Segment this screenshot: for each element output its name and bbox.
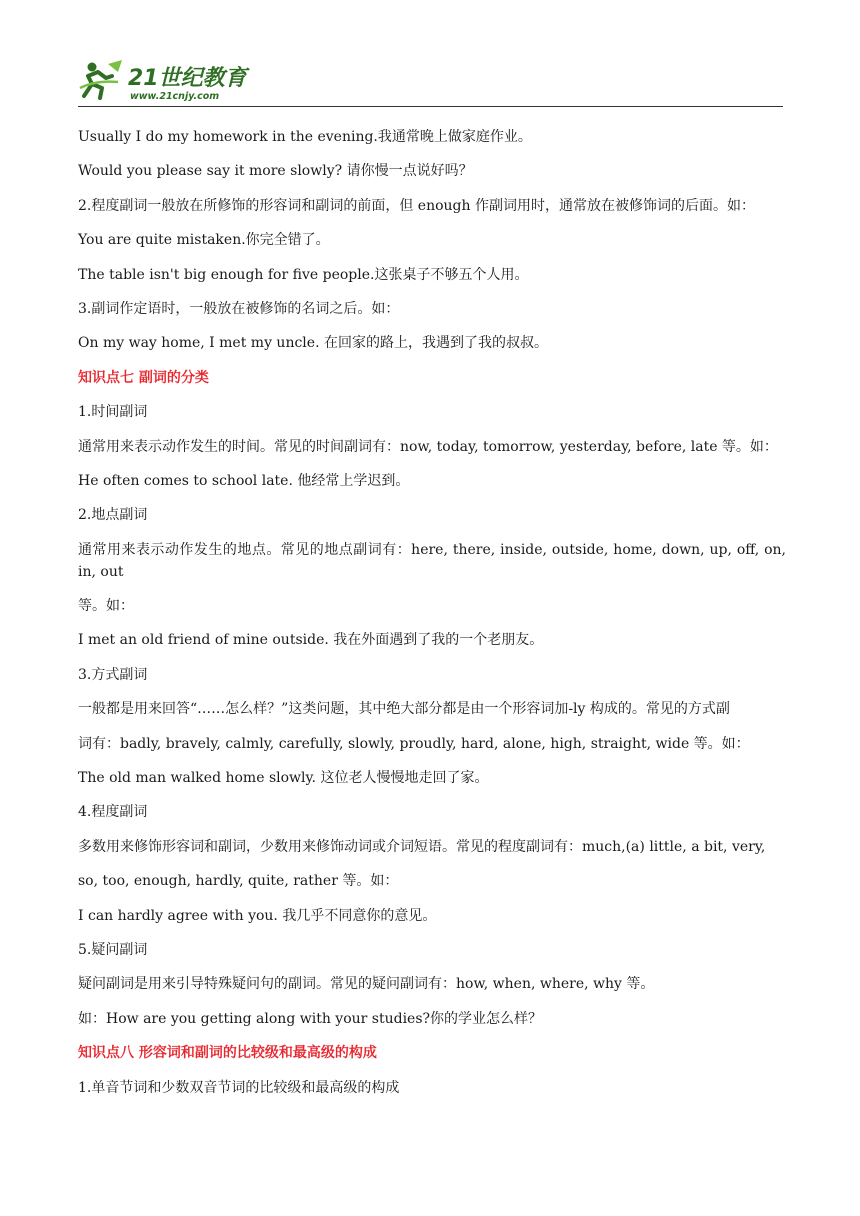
rule-paragraph (78, 698, 786, 754)
subheading: 2.地点副词 (78, 507, 148, 524)
page-header (78, 56, 783, 107)
rule-text: 通常用来表示动作发生的时间。常见的时间副词有：now, today, tomorrow, yesterday, before, late 等。如： (78, 438, 778, 455)
rule-text: 3.副词作定语时，一般放在被修饰的名词之后。如： (78, 300, 400, 317)
example-sentence: I met an old friend of mine outside. 我在外面遇到了我的一个老朋友。 (78, 632, 544, 649)
subheading: 3.方式副词 (78, 666, 148, 683)
rule-text: 词有：badly, bravely, calmly, carefully, slowly, proudly, hard, alone, high, straight, wide 等。如： (78, 735, 750, 752)
example-sentence: Usually I do my homework in the evening.我通常晚上做家庭作业。 (78, 129, 532, 145)
logo-url: www.21cnjy.com (130, 91, 220, 102)
rule-text: 多数用来修饰形容词和副词，少数用来修饰动词或介词短语。常见的程度副词有：much,(a) little, a bit, very, (78, 838, 766, 855)
example-sentence: I can hardly agree with you. 我几乎不同意你的意见。 (78, 907, 437, 924)
rule-text: 疑问副词是用来引导特殊疑问句的副词。常见的疑问副词有：how, when, where, why 等。 (78, 976, 655, 993)
subheading: 4.程度副词 (78, 804, 148, 821)
example-sentence: Would you please say it more slowly? 请你慢一点说好吗？ (78, 163, 473, 180)
example-sentence: 如：How are you getting along with your studies?你的学业怎么样？ (78, 1010, 543, 1027)
rule-text: 等。如： (78, 598, 134, 615)
section-heading: 知识点八 形容词和副词的比较级和最高级的构成 (78, 1045, 377, 1062)
logo-21cnjy (78, 58, 253, 102)
rule-text: so, too, enough, hardly, quite, rather 等。如： (78, 873, 399, 890)
logo-title: 21世纪教育 (128, 66, 247, 91)
rule-paragraph (78, 836, 786, 892)
rule-text: 通常用来表示动作发生的地点。常见的地点副词有：here, there, inside, outside, home, down, up, off, on, in, out (78, 541, 786, 580)
subheading: 5.疑问副词 (78, 941, 148, 958)
section-heading: 知识点七 副词的分类 (78, 369, 209, 386)
example-sentence: On my way home, I met my uncle. 在回家的路上，我遇到了我的叔叔。 (78, 335, 548, 352)
subheading: 1.单音节词和少数双音节词的比较级和最高级的构成 (78, 1079, 400, 1096)
document-body (78, 126, 786, 1111)
runner-icon (80, 60, 122, 98)
example-sentence: The old man walked home slowly. 这位老人慢慢地走回了家。 (78, 770, 489, 787)
subheading: 1.时间副词 (78, 404, 148, 421)
rule-text: 一般都是用来回答“……怎么样？”这类问题，其中绝大部分都是由一个形容词加-ly 构成的。常见的方式副 (78, 701, 730, 718)
example-sentence: You are quite mistaken.你完全错了。 (78, 232, 330, 249)
rule-text: 2.程度副词一般放在所修饰的形容词和副词的前面，但 enough 作副词用时，通常放在被修饰词的后面。如： (78, 197, 755, 214)
rule-paragraph (78, 539, 786, 617)
example-sentence: He often comes to school late. 他经常上学迟到。 (78, 472, 410, 489)
example-sentence: The table isn't big enough for five people.这张桌子不够五个人用。 (78, 266, 529, 283)
